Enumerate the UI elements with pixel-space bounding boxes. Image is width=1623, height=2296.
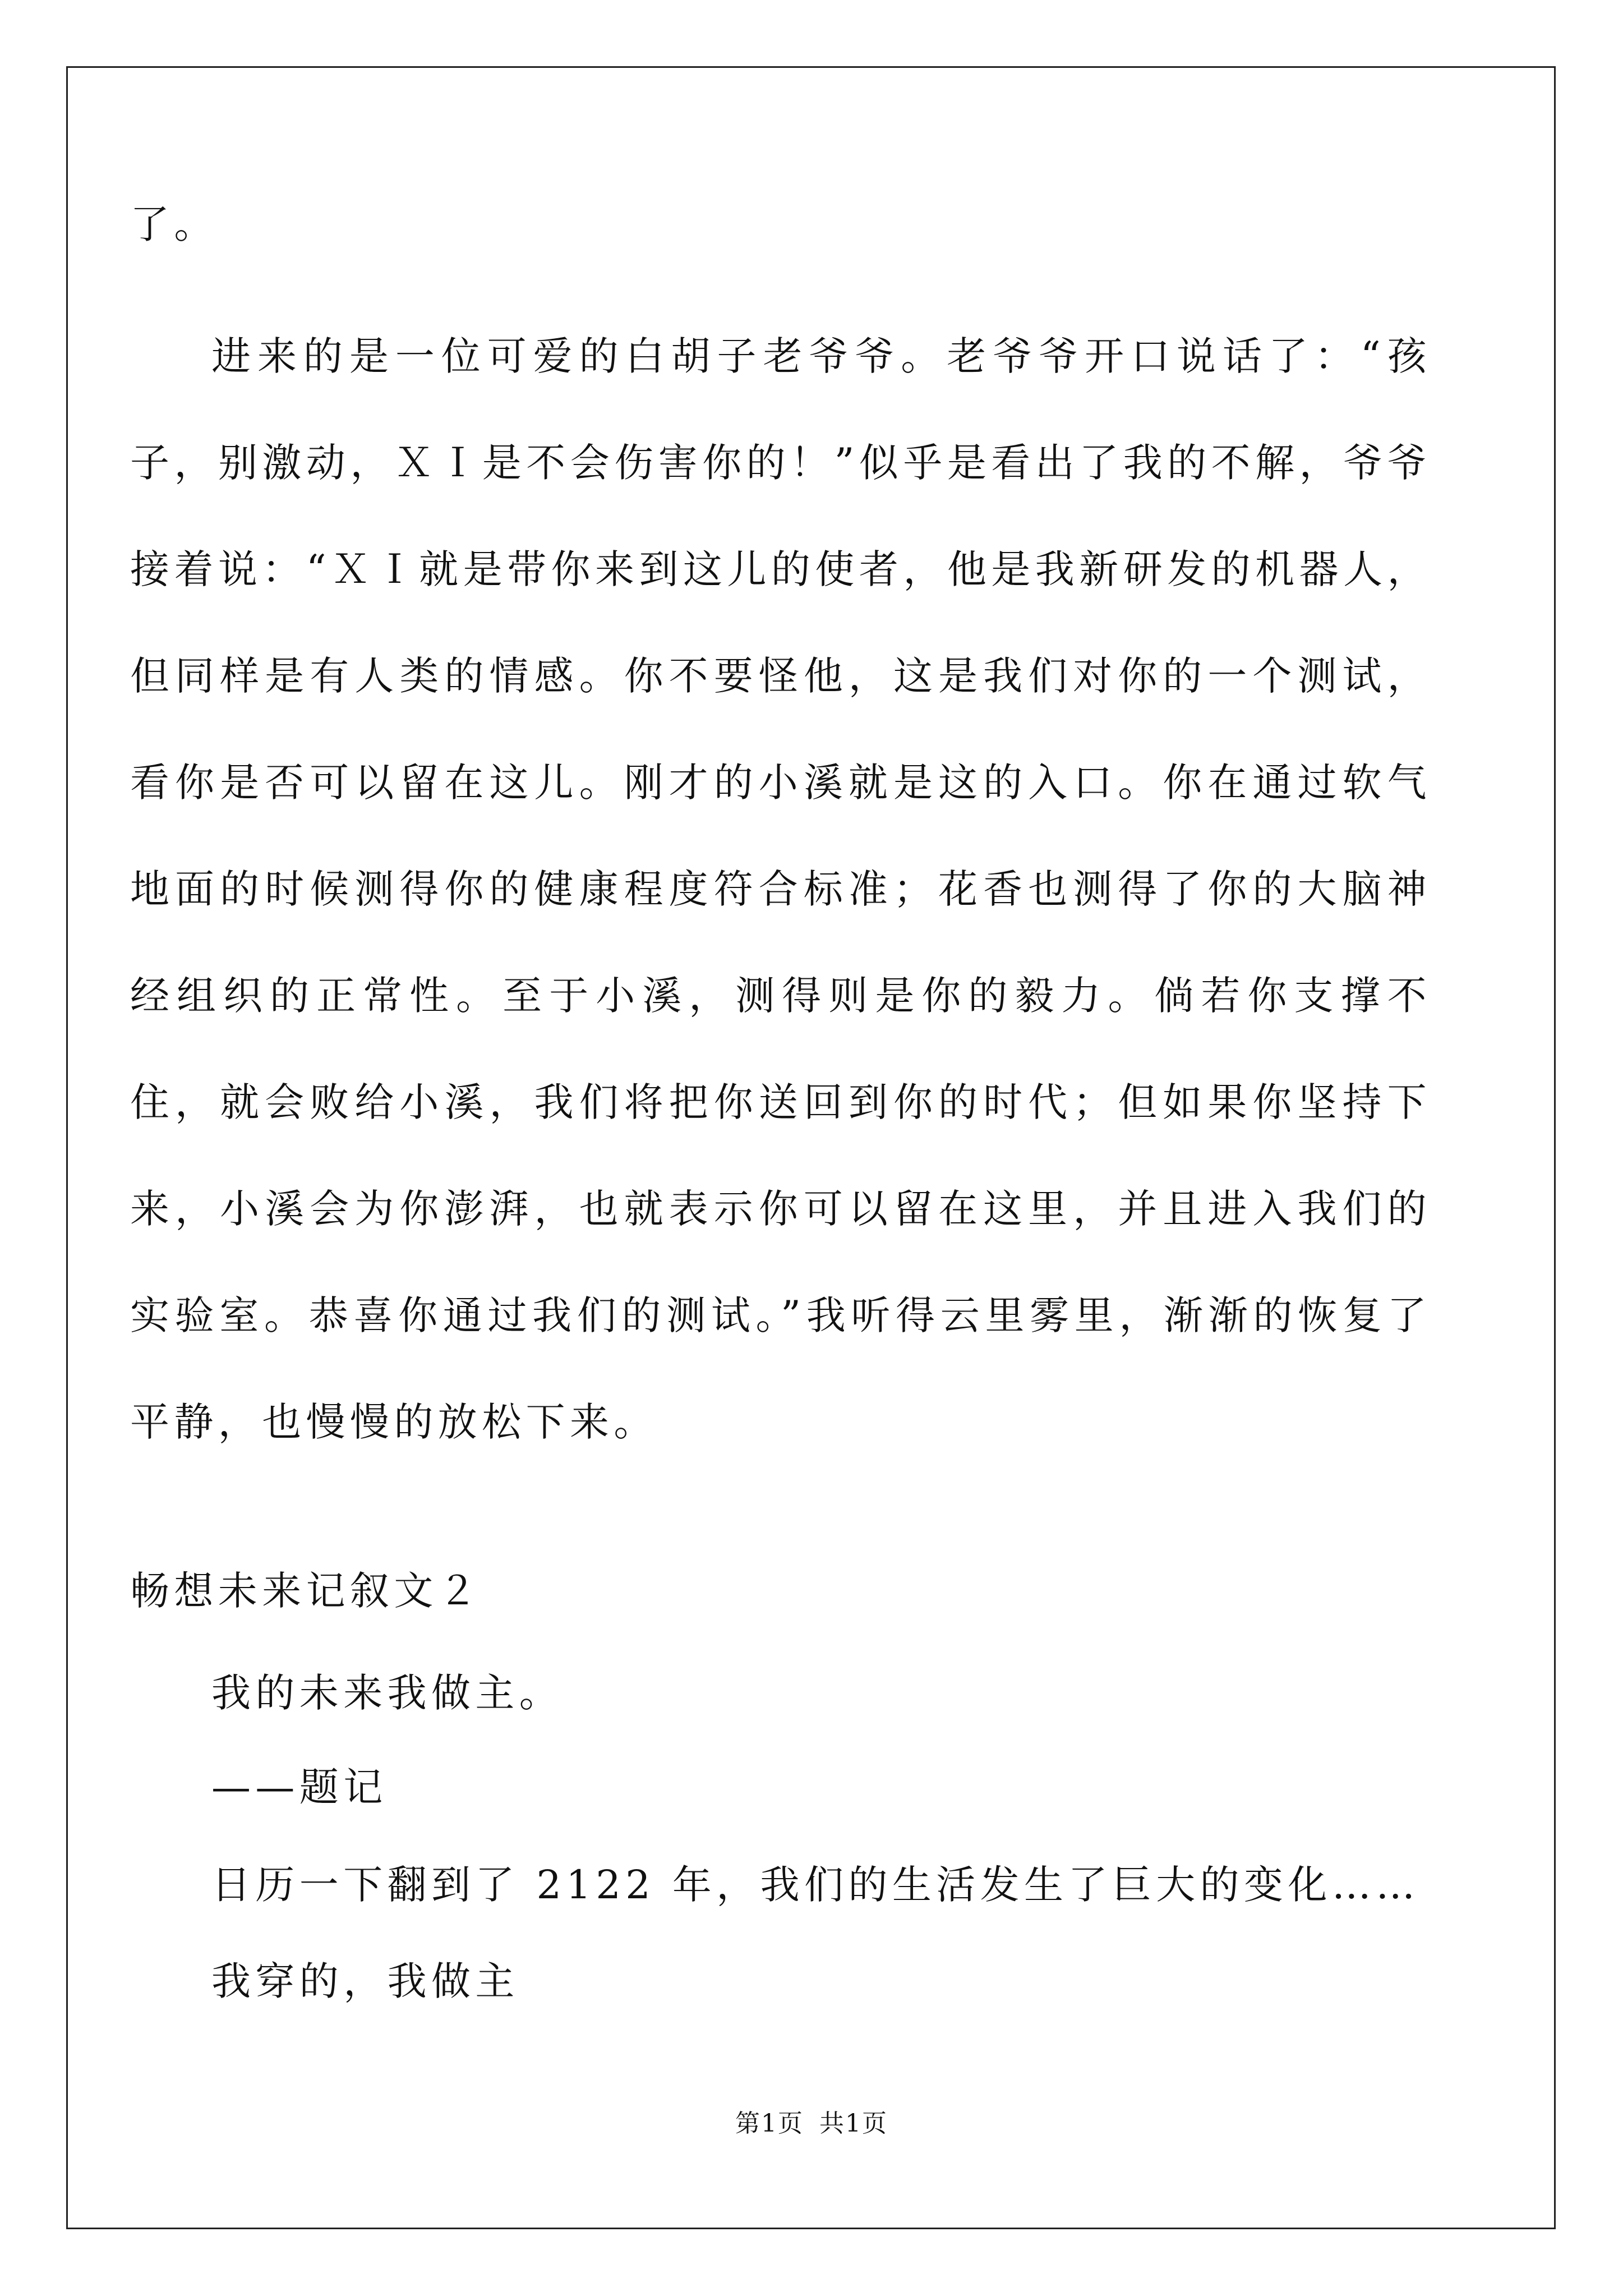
paragraph-motto: 我的未来我做主。: [211, 1670, 564, 1716]
section-heading: 畅想未来记叙文２: [130, 1568, 482, 1614]
paragraph-opening: 日历一下翻到了 2122 年，我们的生活发生了巨大的变化……: [211, 1862, 1420, 1908]
page-total: 共1页: [819, 2109, 888, 2138]
paragraph-subheading: 我穿的，我做主: [211, 1958, 519, 2004]
paragraph-continuation: 了。: [130, 201, 218, 247]
paragraph-dialogue: 进来的是一位可爱的白胡子老爷爷。老爷爷开口说话了：“孩子，别激动，ＸＩ是不会伤害你的！”似乎是看出了我的不解，爷爷接着说：“ＸＩ就是带你来到这儿的使者，他是我新研发的机器人，但同样是有人类的情感。你不要怪他，这是我们对你的一个测试，看你是否可以留在这儿。刚才的小溪就是这的入口。你在通过软气地面的时候测得你的健康程度符合标准；花香也测得了你的大脑神经组织的正常性。至于小溪，测得则是你的毅力。倘若你支撑不住，就会败给小溪，我们将把你送回到你的时代；但如果你坚持下来，小溪会为你澎湃，也就表示你可以留在这里，并且进入我们的实验室。恭喜你通过我们的测试。”我听得云里雾里，渐渐的恢复了平静，也慢慢的放松下来。: [130, 333, 1431, 1445]
page-footer: [0, 2107, 1623, 2141]
page-number: 第1页: [735, 2109, 804, 2138]
paragraph-epigraph-source: ——题记: [211, 1764, 388, 1810]
